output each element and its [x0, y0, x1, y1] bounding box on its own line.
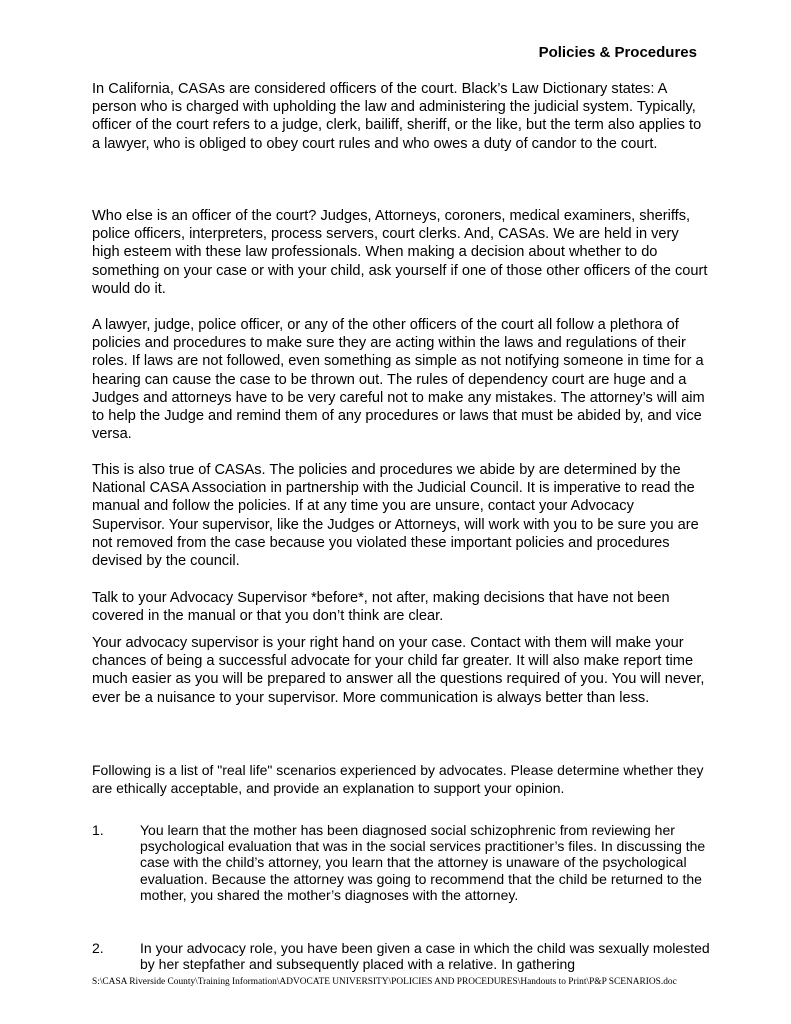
list-item-number: 2. — [92, 940, 104, 956]
paragraph-policies-procedures: A lawyer, judge, police officer, or any of the other officers of the court all follow a plethora of policies and procedures to make sure they are acting within the laws and regulations of their roles. If laws are not followed, even something as simple as not notifying someone in time for a hearing can cause the case to be thrown out. The rules of dependency court are huge and a Judges and attorneys have to be very careful not to make any mistakes. The attorney’s will aim to help the Judge and remind them of any procedures or laws that must be abided by, and vice versa. — [92, 317, 705, 443]
paragraph-scenarios-intro: Following is a list of "real life" scenarios experienced by advocates. Please determine whether they are ethically acceptable, and provide an explanation to support your opinion. — [92, 762, 704, 797]
page-header-title: Policies & Procedures — [538, 44, 697, 61]
paragraph-talk-to-supervisor: Talk to your Advocacy Supervisor *before*, not after, making decisions that have not been covered in the manual or that you don’t think are clear. — [92, 590, 670, 625]
paragraph-casa-policies: This is also true of CASAs. The policies and procedures we abide by are determined by the National CASA Association in partnership with the Judicial Council. It is imperative to read the manual and follow the policies. If at any time you are unsure, contact your Advocacy Supervisor. Your supervisor, like the Judges or Attorneys, will work with you to be sure you are not removed from the case because you violated these important policies and procedures devised by the council. — [92, 462, 699, 570]
list-item — [92, 940, 712, 976]
footer-file-path: S:\CASA Riverside County\Training Information\ADVOCATE UNIVERSITY\POLICIES AND PROCEDURES\Handouts to Print\P&P SCENARIOS.doc — [92, 977, 677, 987]
list-item-number: 1. — [92, 822, 104, 838]
paragraph-supervisor-right-hand: Your advocacy supervisor is your right hand on your case. Contact with them will make your chances of being a successful advocate for your child far greater. It will also make report time much easier as you will be prepared to answer all the questions required of you. You will never, ever be a nuisance to your supervisor. More communication is always better than less. — [92, 635, 705, 706]
list-item — [92, 822, 712, 912]
paragraph-who-else: Who else is an officer of the court? Judges, Attorneys, coroners, medical examiners, sheriffs, police officers, interpreters, process servers, court clerks. And, CASAs. We are held in very high esteem with these law professionals. When making a decision about whether to do something on your case or with your child, ask yourself if one of those other officers of the court would do it. — [92, 208, 708, 297]
paragraph-officers-definition: In California, CASAs are considered officers of the court. Black’s Law Dictionary states: A person who is charged with upholding the law and administering the judicial system. Typically, officer of the court refers to a judge, clerk, bailiff, sheriff, or the like, but the term also applies to a lawyer, who is obliged to obey court rules and who owes a duty of candor to the court. — [92, 81, 702, 152]
list-item-text: You learn that the mother has been diagnosed social schizophrenic from reviewing her psychological evaluation that was in the social services practitioner’s files. In discussing the case with the child’s attorney, you learn that the attorney is unaware of the psychological evaluation. Because the attorney was going to recommend that the child be returned to the mother, you shared the mother’s diagnoses with the attorney. — [140, 822, 706, 903]
list-item-text: In your advocacy role, you have been given a case in which the child was sexually molested by her stepfather and subsequently placed with a relative. In gathering — [140, 940, 710, 973]
